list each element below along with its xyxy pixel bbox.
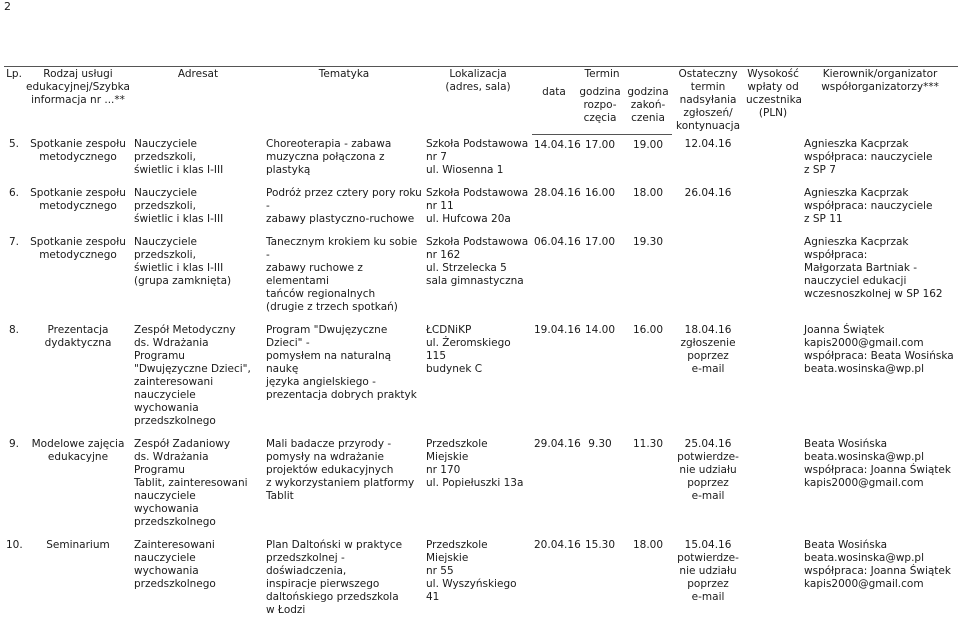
cell-lp: 6. [8, 187, 20, 199]
cell-ostateczny-termin: 25.04.16 potwierdze- nie udziału poprzez e-mail [677, 438, 739, 502]
cell-godzina-rozpoczecia: 17.00 [584, 236, 616, 248]
cell-adresat: Zespół Zadaniowy ds. Wdrażania Programu Tablit, zainteresowani nauczyciele wychowania przedszkolnego [134, 438, 248, 528]
cell-wysokosc [744, 134, 802, 183]
cell-rodzaj: Modelowe zajęcia edukacyjne [31, 438, 125, 463]
cell-godzina-zakonczenia: 11.30 [632, 438, 664, 450]
schedule-table [4, 66, 958, 623]
cell-godzina-zakonczenia: 19.00 [632, 138, 664, 151]
cell-adresat: Nauczyciele przedszkoli, świetlic i klas I-III [134, 187, 224, 225]
header-lokalizacja: Lokalizacja (adres, sala) [424, 67, 532, 135]
cell-rodzaj: Seminarium [46, 539, 110, 551]
cell-godzina-zakonczenia: 18.00 [632, 539, 664, 551]
cell-data: 20.04.16 [534, 539, 581, 551]
cell-adresat: Zespół Metodyczny ds. Wdrażania Programu "Dwujęzyczne Dzieci", zainteresowani nauczyciele wychowania przedszkolnego [134, 324, 251, 427]
table-row [4, 232, 958, 320]
cell-godzina-rozpoczecia: 17.00 [584, 138, 616, 151]
cell-godzina-zakonczenia: 19.30 [632, 236, 664, 248]
cell-godzina-zakonczenia: 18.00 [632, 187, 664, 199]
header-adresat: Adresat [132, 67, 264, 135]
table-row [4, 183, 958, 232]
cell-tematyka: Podróż przez cztery pory roku - zabawy plastyczno-ruchowe [266, 187, 422, 225]
cell-ostateczny-termin: 15.04.16 potwierdze- nie udziału poprzez e-mail [677, 539, 739, 603]
cell-ostateczny-termin: 18.04.16 zgłoszenie poprzez e-mail [680, 324, 736, 375]
cell-lokalizacja: ŁCDNiKP ul. Żeromskiego 115 budynek C [426, 324, 511, 375]
cell-tematyka: Mali badacze przyrody - pomysły na wdrażanie projektów edukacyjnych z wykorzystaniem platformy Tablit [266, 438, 415, 502]
cell-wysokosc [744, 320, 802, 434]
cell-tematyka: Choreoterapia - zabawa muzyczna połączona z plastyką [266, 138, 392, 176]
cell-tematyka: Program "Dwujęzyczne Dzieci" - pomysłem na naturalną naukę języka angielskiego - prezentacja dobrych praktyk [266, 324, 417, 401]
cell-wysokosc [744, 434, 802, 535]
cell-ostateczny-termin: 26.04.16 [684, 187, 732, 199]
header-ostateczny: Ostateczny termin nadsyłania zgłoszeń/ kontynuacja [672, 67, 744, 135]
table-row [4, 134, 958, 183]
header-kierownik: Kierownik/organizator współorganizatorzy*** [802, 67, 958, 135]
cell-lp: 8. [8, 324, 20, 336]
cell-kierownik: Agnieszka Kacprzak współpraca: nauczyciele z SP 11 [804, 187, 933, 225]
cell-lp: 7. [8, 236, 20, 248]
header-godzina-rozpoczecia: godzina rozpo- częcia [576, 85, 624, 134]
table-body [4, 134, 958, 623]
cell-wysokosc [744, 535, 802, 623]
header-lp: Lp. [4, 67, 24, 135]
header-data: data [532, 85, 576, 134]
cell-lp: 10. [6, 539, 23, 551]
cell-adresat: Nauczyciele przedszkoli, świetlic i klas I-III [134, 138, 224, 176]
cell-wysokosc [744, 232, 802, 320]
cell-lp: 9. [8, 438, 20, 450]
header-godzina-zakonczenia: godzina zakoń- czenia [624, 85, 672, 134]
cell-data: 14.04.16 [534, 138, 581, 151]
cell-godzina-zakonczenia: 16.00 [632, 324, 664, 336]
page-number: 2 [4, 0, 11, 13]
cell-data: 28.04.16 [534, 187, 581, 199]
header-wysokosc: Wysokość wpłaty od uczestnika (PLN) [744, 67, 802, 135]
cell-adresat: Nauczyciele przedszkoli, świetlic i klas I-III (grupa zamknięta) [134, 236, 232, 287]
table-header [4, 67, 958, 135]
cell-kierownik: Agnieszka Kacprzak współpraca: Małgorzata Bartniak - nauczyciel edukacji wczesnoszkolnej w SP 162 [804, 236, 943, 300]
cell-wysokosc [744, 183, 802, 232]
cell-data: 06.04.16 [534, 236, 581, 248]
cell-godzina-rozpoczecia: 15.30 [584, 539, 616, 551]
table-row [4, 434, 958, 535]
table-row [4, 535, 958, 623]
cell-rodzaj: Spotkanie zespołu metodycznego [30, 138, 126, 163]
cell-rodzaj: Spotkanie zespołu metodycznego [30, 236, 126, 261]
header-tematyka: Tematyka [264, 67, 424, 135]
cell-lokalizacja: Szkoła Podstawowa nr 7 ul. Wiosenna 1 [426, 138, 529, 176]
cell-kierownik: Agnieszka Kacprzak współpraca: nauczyciele z SP 7 [804, 138, 933, 176]
header-termin: Termin [532, 67, 672, 85]
cell-lokalizacja: Przedszkole Miejskie nr 170 ul. Popiełuszki 13a [426, 438, 524, 489]
cell-godzina-rozpoczecia: 9.30 [588, 438, 612, 450]
cell-godzina-rozpoczecia: 14.00 [584, 324, 616, 336]
table-row [4, 320, 958, 434]
cell-lokalizacja: Przedszkole Miejskie nr 55 ul. Wyszyńskiego 41 [426, 539, 517, 603]
cell-data: 29.04.16 [534, 438, 581, 450]
cell-rodzaj: Spotkanie zespołu metodycznego [30, 187, 126, 212]
cell-kierownik: Beata Wosińska beata.wosinska@wp.pl współpraca: Joanna Świątek kapis2000@gmail.com [804, 539, 951, 590]
cell-kierownik: Beata Wosińska beata.wosinska@wp.pl współpraca: Joanna Świątek kapis2000@gmail.com [804, 438, 951, 489]
header-rodzaj: Rodzaj usługi edukacyjnej/Szybka informacja nr ...** [24, 67, 132, 135]
cell-ostateczny-termin: 12.04.16 [684, 138, 732, 150]
cell-tematyka: Tanecznym krokiem ku sobie - zabawy ruchowe z elementami tańców regionalnych (drugie z trzech spotkań) [266, 236, 418, 313]
cell-lp: 5. [8, 138, 20, 150]
cell-kierownik: Joanna Świątek kapis2000@gmail.com współpraca: Beata Wosińska beata.wosinska@wp.pl [804, 324, 954, 375]
cell-adresat: Zainteresowani nauczyciele wychowania przedszkolnego [134, 539, 216, 590]
cell-ostateczny-termin [672, 232, 744, 320]
cell-rodzaj: Prezentacja dydaktyczna [44, 324, 112, 349]
cell-lokalizacja: Szkoła Podstawowa nr 162 ul. Strzelecka 5 sala gimnastyczna [426, 236, 529, 287]
cell-godzina-rozpoczecia: 16.00 [584, 187, 616, 199]
cell-lokalizacja: Szkoła Podstawowa nr 11 ul. Hufcowa 20a [426, 187, 529, 225]
cell-tematyka: Plan Daltoński w praktyce przedszkolnej - doświadczenia, inspiracje pierwszego daltońskiego przedszkola w Łodzi [266, 539, 403, 616]
cell-data: 19.04.16 [534, 324, 581, 336]
